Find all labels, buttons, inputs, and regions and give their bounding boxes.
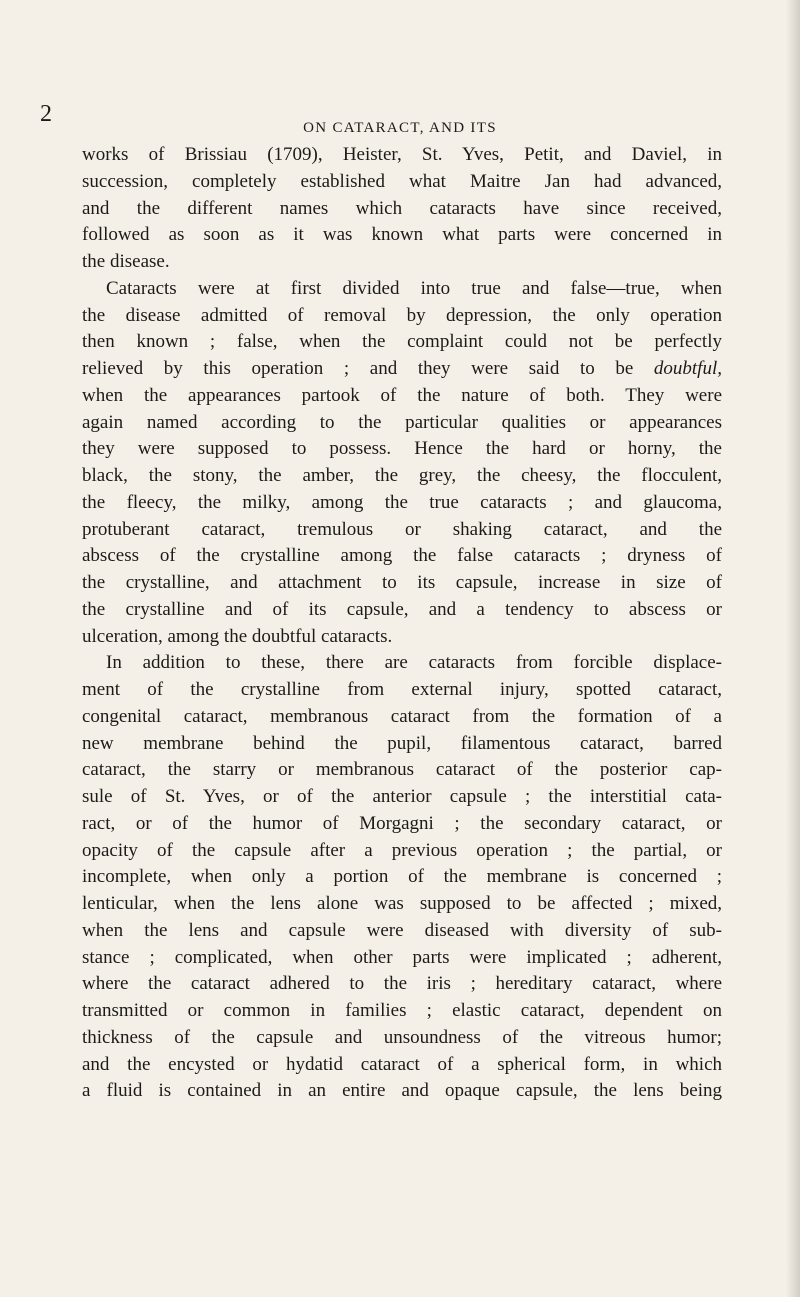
text-line: incomplete, when only a portion of the membrane is concerned ; bbox=[82, 866, 722, 888]
text-line: sule of St. Yves, or of the anterior capsule ; the interstitial cata- bbox=[82, 786, 722, 807]
text-line: the crystalline, and attachment to its capsule, increase in size of bbox=[82, 572, 722, 593]
text-segment: relieved by this operation ; and they were said to be bbox=[82, 358, 654, 379]
text-line: stance ; complicated, when other parts were implicated ; adherent, bbox=[82, 946, 722, 968]
text-line: protuberant cataract, tremulous or shaking cataract, and the bbox=[82, 518, 722, 540]
text-line: In addition to these, there are cataracts from forcible displace- bbox=[106, 652, 722, 674]
text-line: black, the stony, the amber, the grey, the cheesy, the flocculent, bbox=[82, 465, 722, 486]
text-line bbox=[82, 356, 722, 383]
text-line: and the different names which cataracts have since received, bbox=[82, 197, 722, 219]
text-line: where the cataract adhered to the iris ; hereditary cataract, where bbox=[82, 973, 722, 995]
text-line: cataract, the starry or membranous cataract of the posterior cap- bbox=[82, 759, 722, 781]
text-line: abscess of the crystalline among the false cataracts ; dryness of bbox=[82, 545, 722, 567]
text-line: works of Brissiau (1709), Heister, St. Yves, Petit, and Daviel, in bbox=[82, 144, 722, 165]
text-line: the crystalline and of its capsule, and a tendency to abscess or bbox=[82, 598, 722, 620]
text-line: when the appearances partook of the nature of both. They were bbox=[82, 384, 722, 406]
text-line: transmitted or common in families ; elastic cataract, dependent on bbox=[82, 1000, 722, 1021]
text-line: succession, completely established what Maitre Jan had advanced, bbox=[82, 170, 722, 192]
italic-term: doubtful, bbox=[653, 358, 722, 379]
text-line: they were supposed to possess. Hence the hard or horny, the bbox=[82, 438, 722, 460]
text-line: a fluid is contained in an entire and opaque capsule, the lens being bbox=[82, 1080, 722, 1102]
running-head: ON CATARACT, AND ITS bbox=[303, 120, 497, 136]
page-number: 2 bbox=[40, 101, 52, 127]
text-line: again named according to the particular qualities or appearances bbox=[82, 411, 722, 433]
text-line: the fleecy, the milky, among the true cataracts ; and glaucoma, bbox=[82, 491, 722, 513]
text-line: followed as soon as it was known what parts were concerned in bbox=[82, 224, 722, 246]
text-line: opacity of the capsule after a previous operation ; the partial, or bbox=[82, 839, 722, 861]
text-line: ract, or of the humor of Morgagni ; the secondary cataract, or bbox=[82, 812, 722, 834]
text-line: when the lens and capsule were diseased with diversity of sub- bbox=[82, 919, 722, 941]
body-text bbox=[82, 142, 722, 1105]
text-line: Cataracts were at first divided into true and false—true, when bbox=[106, 277, 722, 299]
text-line: the disease admitted of removal by depression, the only operation bbox=[82, 304, 722, 326]
text-line: thickness of the capsule and unsoundness of the vitreous humor; bbox=[82, 1026, 722, 1048]
page-edge-shadow bbox=[786, 0, 800, 1297]
text-line: then known ; false, when the complaint could not be perfectly bbox=[82, 331, 722, 353]
text-line: the disease. bbox=[82, 251, 170, 272]
text-line: new membrane behind the pupil, filamentous cataract, barred bbox=[82, 732, 722, 754]
text-line: ulceration, among the doubtful cataracts. bbox=[82, 625, 393, 647]
text-line: ment of the crystalline from external injury, spotted cataract, bbox=[82, 679, 722, 700]
text-line: congenital cataract, membranous cataract from the formation of a bbox=[82, 705, 722, 727]
text-line: and the encysted or hydatid cataract of a spherical form, in which bbox=[82, 1053, 722, 1075]
text-line: lenticular, when the lens alone was supposed to be affected ; mixed, bbox=[82, 893, 722, 914]
